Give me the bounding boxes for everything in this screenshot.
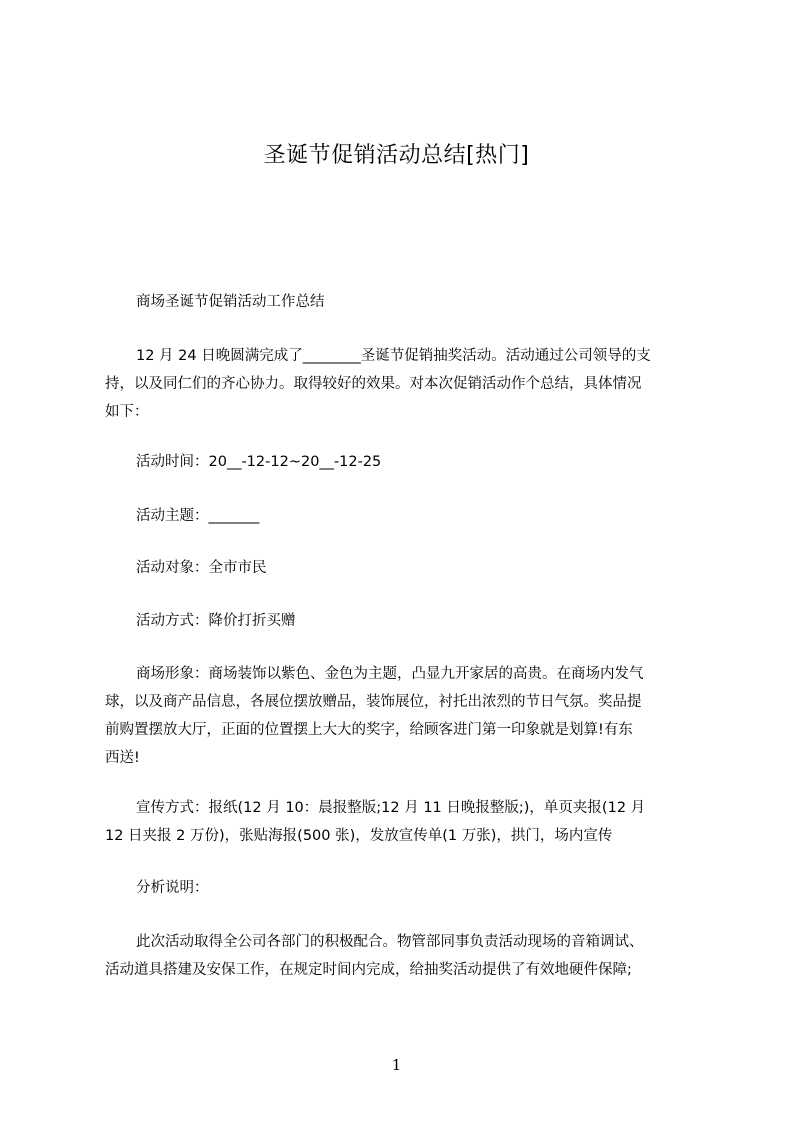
- intro-paragraph: [105, 342, 705, 426]
- promotion-paragraph: [105, 794, 705, 850]
- intro-line-1: 12 月 24 日晚圆满完成了________圣诞节促销抽奖活动。活动通过公司领导的支: [136, 348, 651, 364]
- mall-image-line-3: 前购置摆放大厅，正面的位置摆上大大的奖字，给顾客进门第一印象就是划算!有东: [105, 722, 633, 738]
- mall-image-line-2: 球，以及商产品信息，各展位摆放赠品，装饰展位，衬托出浓烈的节日气氛。奖品提: [105, 694, 642, 710]
- promotion-line-2: 12 日夹报 2 万份)，张贴海报(500 张)，发放宣传单(1 万张)，拱门，场内宣传: [105, 828, 613, 844]
- activity-time: 活动时间：20__-12-12~20__-12-25: [136, 454, 382, 470]
- analysis-heading: 分析说明：: [136, 880, 209, 896]
- mall-image-line-4: 西送!: [105, 750, 140, 766]
- promotion-line-1: 宣传方式：报纸(12 月 10：晨报整版;12 月 11 日晚报整版;)，单页夹报(12 月: [136, 800, 646, 816]
- analysis-paragraph: [105, 928, 705, 984]
- intro-line-2: 持，以及同仁们的齐心协力。取得较好的效果。对本次促销活动作个总结，具体情况: [105, 376, 642, 392]
- page-number: 1: [391, 1056, 402, 1074]
- analysis-line-1: 此次活动取得全公司各部门的积极配合。物管部同事负责活动现场的音箱调试、: [136, 934, 644, 950]
- document-title: 圣诞节促销活动总结[热门]: [263, 143, 530, 168]
- mall-image-line-1: 商场形象：商场装饰以紫色、金色为主题，凸显九开家居的高贵。在商场内发气: [136, 666, 644, 682]
- activity-method: 活动方式：降价打折买赠: [136, 613, 296, 629]
- activity-theme: 活动主题：_______: [136, 508, 260, 524]
- intro-line-3: 如下：: [105, 404, 149, 420]
- activity-target: 活动对象：全市市民: [136, 560, 267, 576]
- analysis-line-2: 活动道具搭建及安保工作，在规定时间内完成，给抽奖活动提供了有效地硬件保障;: [105, 962, 632, 978]
- mall-image-paragraph: [105, 660, 705, 772]
- section-subtitle: 商场圣诞节促销活动工作总结: [136, 294, 325, 310]
